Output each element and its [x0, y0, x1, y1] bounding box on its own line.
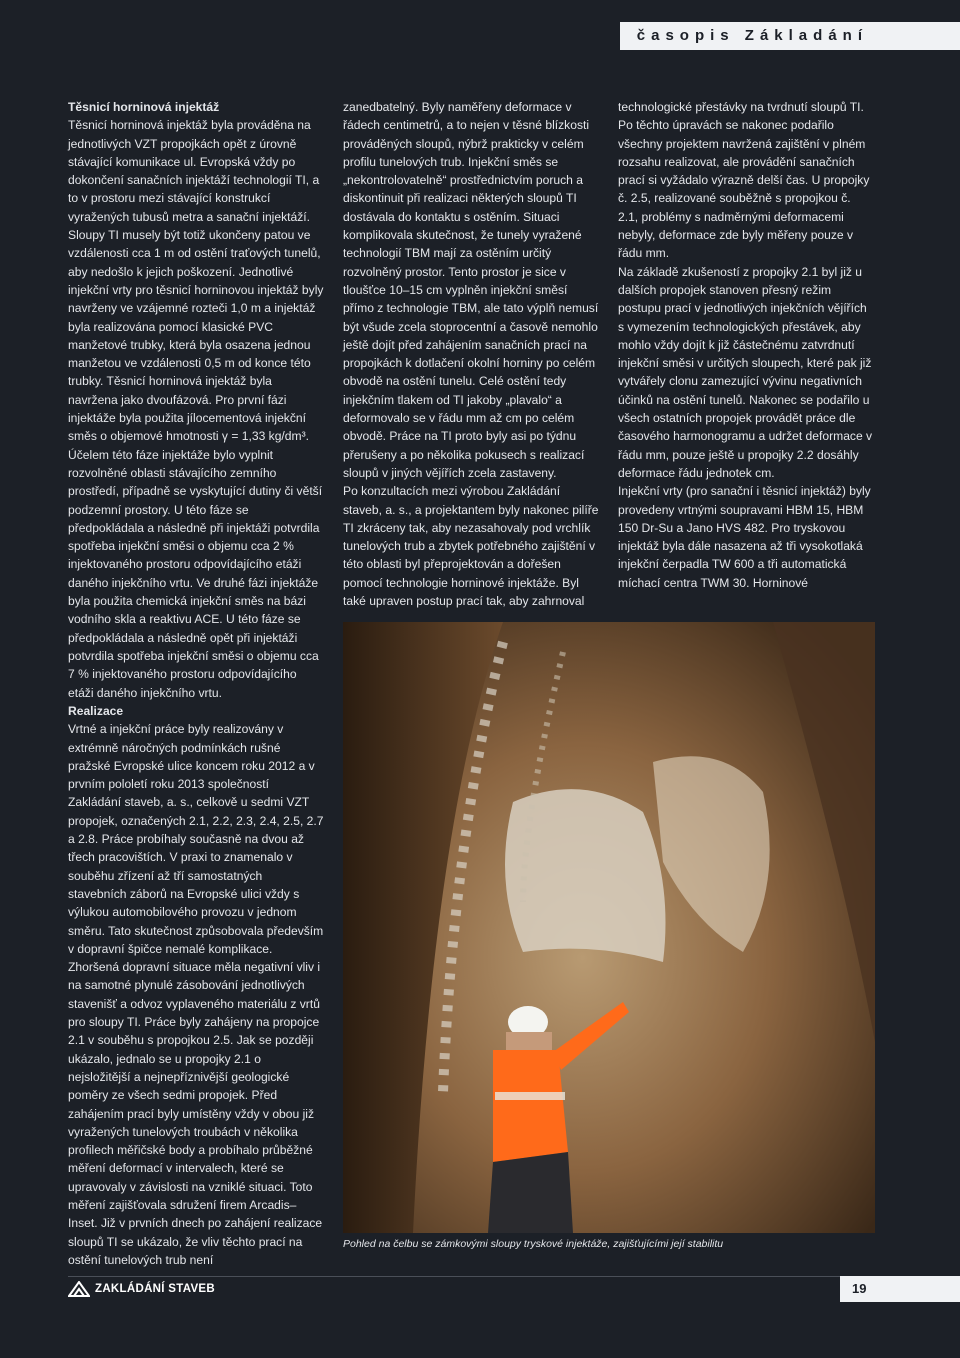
tunnel-photo	[343, 622, 875, 1233]
column-2	[343, 98, 601, 610]
footer-divider	[68, 1276, 960, 1277]
paragraph: Po konzultacích mezi výrobou Zakládání staveb, a. s., a projektantem byly nakonec pilíře TI zkráceny tak, aby nezasahovaly pod vrchlík tunelových trub a zbytek potřebného zajištění v této oblasti byl přeprojektován a dořešen pomocí technologie horninové injektáže. Byl také upraven postup prací tak, aby zahrnoval	[343, 484, 599, 609]
column-1	[68, 98, 324, 702]
tunnel-photo-illustration	[343, 622, 875, 1233]
paragraph: Injekční vrty (pro sanační i těsnicí injektáž) byly provedeny vrtnými soupravami HBM 15, HBM 150 Dr-Su a Jano HVS 482. Pro tryskovou injektáž byla dále nasazena až tři vysokotlaká injekční čerpadla TW 600 a tři automatická míchací centra TWM 30. Horninové	[618, 484, 871, 590]
section-heading: Těsnicí horninová injektáž	[68, 100, 220, 114]
paragraph: Těsnicí horninová injektáž byla prováděna na jednotlivých VZT propojkách opět z úrovně stávající komunikace ul. Evropská vždy po dokončení sanačních injektáží technologií TI, a to v prostoru mezi stávající konstrukcí vyražených tubusů metra a sanační injektáží. Sloupy TI musely být totiž ukončeny patou ve vzdálenosti cca 1 m od ostění traťových tunelů, aby nedošlo k jejich poškození. Jednotlivé injekční vrty pro těsnicí horninovou injektáž byly navrženy ve vzájemné rozteči 1,0 m a injektáž byla realizována pomocí klasické PVC manžetové trubky, která byla osazena jednou manžetou ve vzdálenosti 0,5 m od konce této trubky. Těsnicí horninová injektáž byla navržena jako dvoufázová. Pro první fázi injektáže byla použita jílocementová injekční směs o objemové hmotnosti γ = 1,33 kg/dm³. Účelem této fáze injektáže bylo vyplnit rozvolněné oblasti stávajícího zemního prostředí, případně se vyskytující dutiny či větší podzemní prostory. U této fáze se předpokládala a následně při injektáži potvrdila spotřeba injekční směsi o objemu cca 2 % injektovaného prostoru odpovídajícího etáži daného injekčního vrtu. Ve druhé fázi injektáže byla použita chemická injekční směs na bázi vodního skla a reaktivu ACE. U této fáze se předpokládala a následně opět při injektáži potvrdila spotřeba injekční směsi o objemu cca 7 % injektovaného prostoru odpovídajícího etáži daného injekčního vrtu.	[68, 118, 324, 700]
column-1-bottom	[68, 702, 324, 1269]
page-number: 19	[852, 1281, 867, 1296]
magazine-title: časopis Základání	[636, 27, 868, 44]
paragraph: zanedbatelný. Byly naměřeny deformace v řádech centimetrů, a to nejen v těsné blízkosti prováděných sloupů, nýbrž prakticky v celém profilu tunelových trub. Injekční směs se „nekontrolovatelně“ prostřednictvím poruch a diskontinuit při realizaci některých sloupů TI dostávala do kontaktu s ostěním. Situaci komplikovala skutečnost, že tunely vyražené technologií TBM mají za ostěním určitý rozvolněný prostor. Tento prostor je sice v tloušťce 10–15 cm vyplněn injekční směsí přímo z technologie TBM, ale tato výplň nemusí být všude zcela stoprocentní a časově nemohlo ještě dojít před zahájením sanačních prací na propojkách k dotlačení okolní horniny po celém obvodě na ostění tunelu. Celé ostění tedy injekčním tlakem od TI jakoby „plavalo“ a deformovalo se v řádu mm až cm po celém obvodě. Práce na TI proto byly asi po týdnu přerušeny a po několika pokusech s realizací sloupů v jiných vějířích zcela zastaveny.	[343, 100, 599, 480]
logo-text: ZAKLÁDÁNÍ STAVEB	[95, 1283, 216, 1295]
paragraph: technologické přestávky na tvrdnutí sloupů TI. Po těchto úpravách se nakonec podařilo všechny projektem navržená zajištění v plném rozsahu realizovat, ale provádění sanačních prací si vyžádalo výrazně delší čas. U propojky č. 2.5, realizované souběžně s propojkou č. 2.1, problémy s nadměrnými deformacemi nebyly, deformace zde byly měřeny pouze v řádu mm.	[618, 100, 870, 261]
publisher-logo	[68, 1280, 215, 1298]
section-heading: Realizace	[68, 704, 124, 718]
photo-caption: Pohled na čelbu se zámkovými sloupy tryskové injektáže, zajišťujícími její stabilitu	[343, 1238, 724, 1250]
logo-icon	[68, 1281, 90, 1297]
paragraph: Vrtné a injekční práce byly realizovány v extrémně náročných podmínkách rušné pražské Evropské ulice koncem roku 2012 a v prvním pololetí roku 2013 společností Zakládání staveb, a. s., celkově u sedmi VZT propojek, označených 2.1, 2.2, 2.3, 2.4, 2.5, 2.7 a 2.8. Práce probíhaly současně na dvou až třech pracovištích. V praxi to znamenalo v souběhu zřízení až tří samostatných stavebních záborů na Evropské ulici vždy s výlukou automobilového provozu v jednom směru. Tato skutečnost způsobovala především v dopravní špičce nemalé komplikace. Zhoršená dopravní situace měla negativní vliv i na samotné plynulé zásobování jednotlivých stavenišť a odvoz vyplaveného materiálu z vrtů pro sloupy TI. Práce byly zahájeny na propojce 2.1 v souběhu s propojkou 2.5. Jak se později ukázalo, jednalo se u propojky 2.1 o nejsložitější a nejnepříznivější geologické poměry ze všech sedmi propojek. Před zahájením prací byly umístěny vždy v obou již vyražených tunelových troubách v několika profilech měřičské body a probíhalo průběžné měření deformací v intervalech, které se upravovaly v závislosti na vzniklé situaci. Toto měření zajišťovala sdružení firem Arcadis–Inset. Již v prvních dnech po zahájení realizace sloupů TI se ukázalo, že vliv těchto prací na ostění tunelových trub není	[68, 722, 324, 1267]
paragraph: Na základě zkušeností z propojky 2.1 byl již u dalších propojek stanoven přesný režim postupu prací v jednotlivých injekčních vějířích s vymezením technologických přestávek, aby mohlo vždy dojít k již částečnému zatvrdnutí injekční směsi v určitých sloupech, které pak již vytvářely clonu zamezující vývinu negativních účinků na ostění tunelů. Nakonec se podařilo u všech ostatních propojek provádět práce dle časového harmonogramu a udržet deformace v řádu mm, pouze ještě u propojky 2.2 dosáhly deformace řádu jednotek cm.	[618, 264, 873, 480]
column-3	[618, 98, 874, 592]
